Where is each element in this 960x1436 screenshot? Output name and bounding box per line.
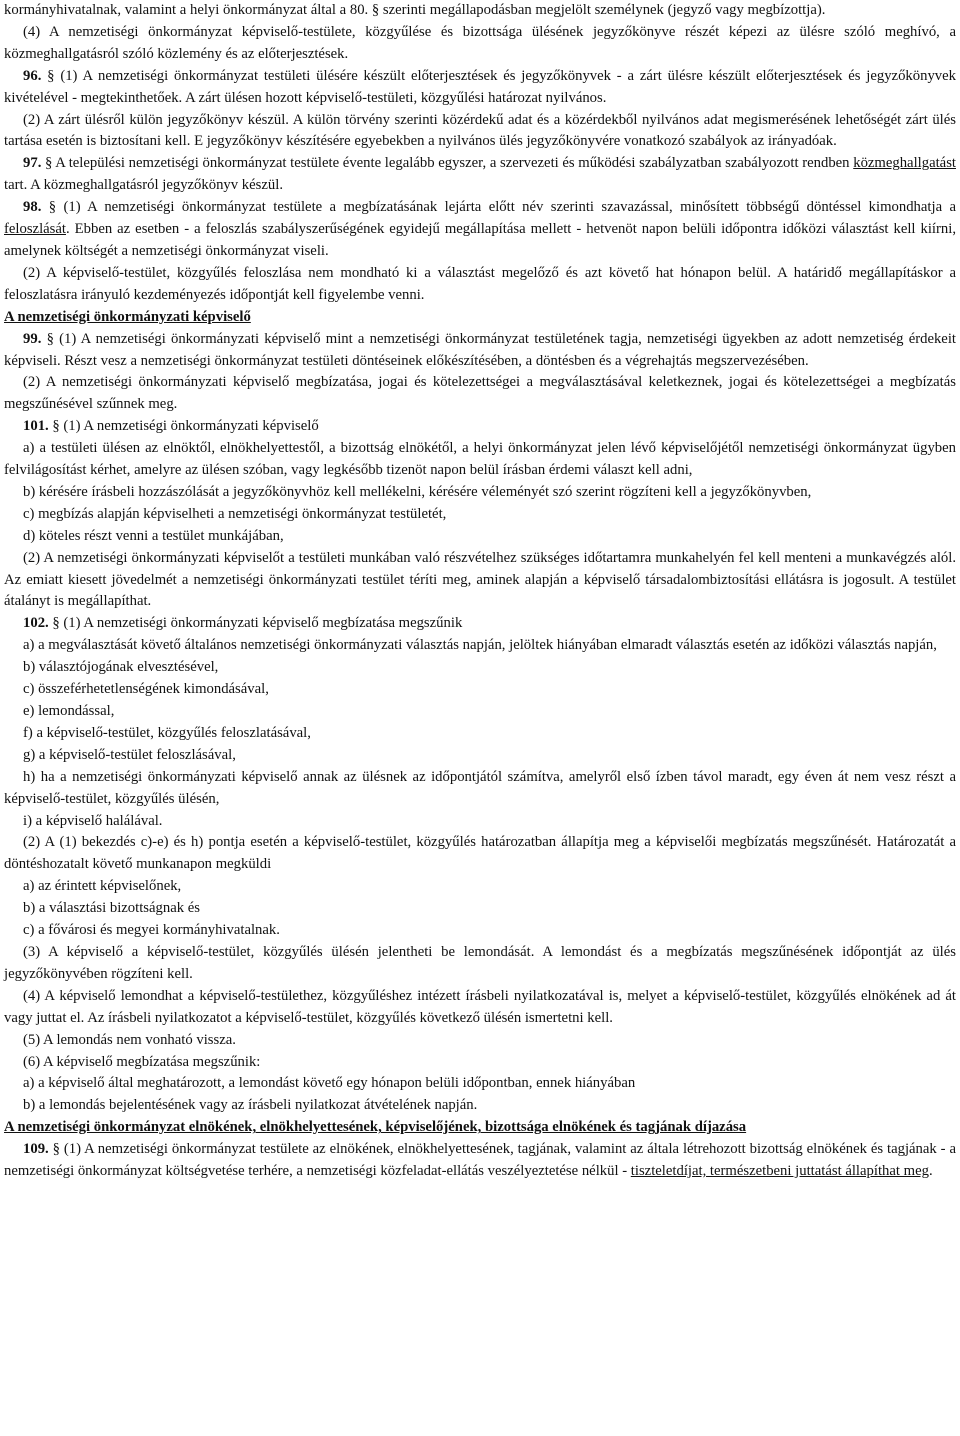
paragraph: [4, 657, 956, 679]
paragraph-text: e) lemondással,: [23, 703, 115, 719]
paragraph-text: (5) A lemondás nem vonható vissza.: [23, 1031, 236, 1048]
paragraph-text: § A települési nemzetiségi önkormányzat testülete évente legalább egyszer, a szervezeti és működési szabályzatban szabályozott rendben: [41, 155, 854, 172]
paragraph-text: § (1) A nemzetiségi önkormányzati képviselő mint a nemzetiségi önkormányzat testületének tagja, nemzetiségi ügyekben az adott nemzetiség érdekeit képviseli. Részt vesz a nemzetiségi önkormányzat testületi döntéseinek előkészítésében, a döntésben és a végrehajtás megszervezésében.: [4, 330, 956, 369]
paragraph-text: b) választójogának elvesztésével,: [23, 659, 219, 676]
paragraph-text: (6) A képviselő megbízatása megszűnik:: [23, 1053, 261, 1070]
paragraph: [4, 438, 956, 482]
paragraph-text: b) a választási bizottságnak és: [23, 900, 201, 917]
paragraph-text: b) a lemondás bejelentésének vagy az írásbeli nyilatkozat átvételének napján.: [23, 1097, 478, 1114]
paragraph-text: b) kérésére írásbeli hozzászólását a jegyzőkönyvhöz kell mellékelni, kérésére véleményét szó szerint rögzíteni kell a jegyzőkönyvben,: [23, 483, 812, 500]
paragraph: [4, 526, 956, 548]
paragraph-text: .: [928, 1163, 933, 1180]
paragraph: [4, 876, 956, 898]
paragraph: [4, 504, 956, 526]
paragraph-text: (2) A nemzetiségi önkormányzati képviselő megbízatása, jogai és kötelezettségei a megválasztásával keletkeznek, jogai és kötelezettségei a megbízatás megszűnésével szűnnek meg.: [4, 374, 956, 413]
paragraph: [4, 920, 956, 942]
paragraph-text: (3) A képviselő a képviselő-testület, közgyűlés ülésén jelentheti be lemondását. A lemondást és a megbízatás megszűnésének időpontját az ülés jegyzőkönyvében rögzíteni kell.: [4, 943, 956, 982]
paragraph: [4, 1052, 956, 1074]
paragraph-text: c) összeférhetetlenségének kimondásával,: [23, 681, 269, 698]
underlined-text: feloszlását: [4, 221, 66, 238]
paragraph-text: a) a képviselő által meghatározott, a lemondást követő egy hónapon belüli időpontban, ennek hiányában: [23, 1075, 636, 1092]
paragraph: [4, 153, 956, 197]
paragraph-text: A nemzetiségi önkormányzati képviselő: [4, 308, 251, 325]
section-number: 97.: [23, 155, 42, 172]
paragraph: [4, 832, 956, 876]
underlined-text: tiszteletdíjat, természetbeni juttatást állapíthat meg: [630, 1163, 929, 1180]
paragraph: [4, 1139, 956, 1183]
section-number: 99.: [23, 330, 42, 347]
section-number: 109.: [23, 1141, 49, 1158]
paragraph: [4, 110, 956, 154]
paragraph-text: f) a képviselő-testület, közgyűlés feloszlatásával,: [23, 724, 311, 741]
paragraph: [4, 0, 956, 22]
paragraph: [4, 811, 956, 833]
paragraph: [4, 986, 956, 1030]
paragraph-text: tart. A közmeghallgatásról jegyzőkönyv készül.: [4, 177, 283, 194]
section-number: 101.: [23, 418, 49, 435]
paragraph: [4, 372, 956, 416]
paragraph: [4, 263, 956, 307]
paragraph-text: A nemzetiségi önkormányzat elnökének, elnökhelyettesének, képviselőjének, bizottsága elnökének és tagjának díjazása: [4, 1119, 747, 1136]
paragraph-text: . Ebben az esetben - a feloszlás szabályszerűségének egyidejű megállapítása mellett - hetvenöt napon belüli időpontra időközi választást kell kiírni, amelynek költségét a nemzetiségi önkormányzat viseli.: [4, 221, 956, 259]
paragraph-text: i) a képviselő halálával.: [23, 812, 163, 829]
paragraph: [4, 942, 956, 986]
paragraph: [4, 1073, 956, 1095]
section-heading: [4, 307, 956, 329]
paragraph: [4, 1030, 956, 1052]
paragraph: [4, 1095, 956, 1117]
paragraph: [4, 898, 956, 920]
paragraph: [4, 416, 956, 438]
section-heading: [4, 1117, 956, 1139]
paragraph: [4, 745, 956, 767]
paragraph-text: c) a fővárosi és megyei kormányhivatalnak.: [23, 922, 280, 939]
paragraph-text: c) megbízás alapján képviselheti a nemzetiségi önkormányzat testületét,: [23, 505, 447, 522]
paragraph: [4, 22, 956, 66]
paragraph: [4, 66, 956, 110]
paragraph-text: g) a képviselő-testület feloszlásával,: [23, 746, 236, 763]
paragraph: [4, 613, 956, 635]
section-number: 98.: [23, 199, 42, 216]
paragraph-text: (2) A nemzetiségi önkormányzati képviselőt a testületi munkában való részvételhez szükséges időtartamra munkahelyén fel kell menteni a munkavégzés alól. Az emiatt kiesett jövedelmét a nemzetiségi önkormányzati testület téríti meg, aminek alapján a képviselő társadalombiztosítási ellátásra is jogosult. A testület átalányt is megállapíthat.: [4, 549, 956, 610]
paragraph-text: a) a megválasztását követő általános nemzetiségi önkormányzati választás napján, jelöltek hiányában elmaradt választás esetén az időközi választás napján,: [23, 637, 937, 654]
paragraph: [4, 329, 956, 373]
paragraph-text: h) ha a nemzetiségi önkormányzati képviselő annak az ülésnek az időpontjától számítva, amelyről első ízben távol maradt, egy éven át nem vesz részt a képviselő-testület, közgyűlés ülésén,: [4, 768, 956, 807]
paragraph-text: a) az érintett képviselőnek,: [23, 878, 182, 895]
paragraph-text: (2) A képviselő-testület, közgyűlés feloszlása nem mondható ki a választást megelőző és azt követő hat hónapon belül. A határidő megállapításkor a feloszlatásra irányuló kezdeményezés időpontját kell figyelembe venni.: [4, 264, 956, 303]
paragraph-text: (4) A képviselő lemondhat a képviselő-testülethez, közgyűléshez intézett írásbeli nyilatkozatával is, melyet a képviselő-testület, közgyűlés elnökének ad át vagy juttat el. Az írásbeli nyilatkozatot a képviselő-testület, közgyűlés következő ülésén ismertetni kell.: [4, 987, 956, 1026]
underlined-text: közmeghallgatást: [853, 155, 956, 172]
paragraph: [4, 197, 956, 263]
paragraph: [4, 767, 956, 811]
paragraph: [4, 635, 956, 657]
paragraph-text: § (1) A nemzetiségi önkormányzat testülete az elnökének, elnökhelyettesének, tagjának, valamint az általa létrehozott bizottság elnökének és tagjának - a nemzetiségi önkormányzat költségvetése terhére, a nemzetiségi közfeladat-ellátás veszélyeztetése nélkül -: [4, 1141, 956, 1180]
paragraph-text: § (1) A nemzetiségi önkormányzat testületi ülésére készült előterjesztések és jegyzőkönyvek - a zárt ülésre készült előterjesztések és jegyzőkönyvek kivételével - megtekinthetőek. A zárt ülésen hozott képviselő-testületi, közgyűlési határozat nyilvános.: [4, 67, 956, 106]
paragraph: [4, 679, 956, 701]
paragraph-text: d) köteles részt venni a testület munkájában,: [23, 527, 284, 544]
paragraph: [4, 701, 956, 723]
section-number: 96.: [23, 67, 42, 84]
paragraph-text: § (1) A nemzetiségi önkormányzati képviselő: [48, 418, 319, 435]
paragraph-text: § (1) A nemzetiségi önkormányzati képviselő megbízatása megszűnik: [48, 615, 463, 632]
paragraph-text: (2) A zárt ülésről külön jegyzőkönyv készül. A külön törvény szerinti közérdekű adat és a közérdekből nyilvános adat megismerésének lehetőségét zárt ülés tartása esetén is biztosítani kell. E jegyzőkönyv készítésére egyebekben a nyilvános ülés jegyzőkönyvére vonatkozó szabályok az irányadóak.: [4, 111, 956, 150]
paragraph: [4, 482, 956, 504]
paragraph: [4, 548, 956, 614]
paragraph-text: kormányhivatalnak, valamint a helyi önkormányzat által a 80. § szerinti megállapodásban megjelölt személynek (jegyző vagy megbízottja).: [4, 2, 826, 18]
paragraph-text: (2) A (1) bekezdés c)-e) és h) pontja esetén a képviselő-testület, közgyűlés határozatban állapítja meg a képviselői megbízatás megszűnését. Határozatát a döntéshozatalt követő munkanapon megküldi: [4, 834, 956, 873]
paragraph-text: (4) A nemzetiségi önkormányzat képviselő-testülete, közgyűlése és bizottsága ülésének jegyzőkönyve részét képezi az ülésre szóló meghívó, a közmeghallgatásról szóló közlemény és az előterjesztések.: [4, 23, 956, 62]
paragraph-text: a) a testületi ülésen az elnöktől, elnökhelyettestől, a bizottság elnökétől, a helyi önkormányzat jelen lévő képviselőjétől nemzetiségi önkormányzat ügyben felvilágosítást kérhet, amelyre az ülésen szóban, vagy legkésőbb tizenöt napon belül írásban érdemi választ kell adni,: [4, 440, 956, 479]
paragraph: [4, 723, 956, 745]
paragraph-text: § (1) A nemzetiségi önkormányzat testülete a megbízatásának lejárta előtt név szerinti szavazással, minősített többségű döntéssel kimondhatja a: [41, 199, 956, 216]
section-number: 102.: [23, 615, 49, 632]
